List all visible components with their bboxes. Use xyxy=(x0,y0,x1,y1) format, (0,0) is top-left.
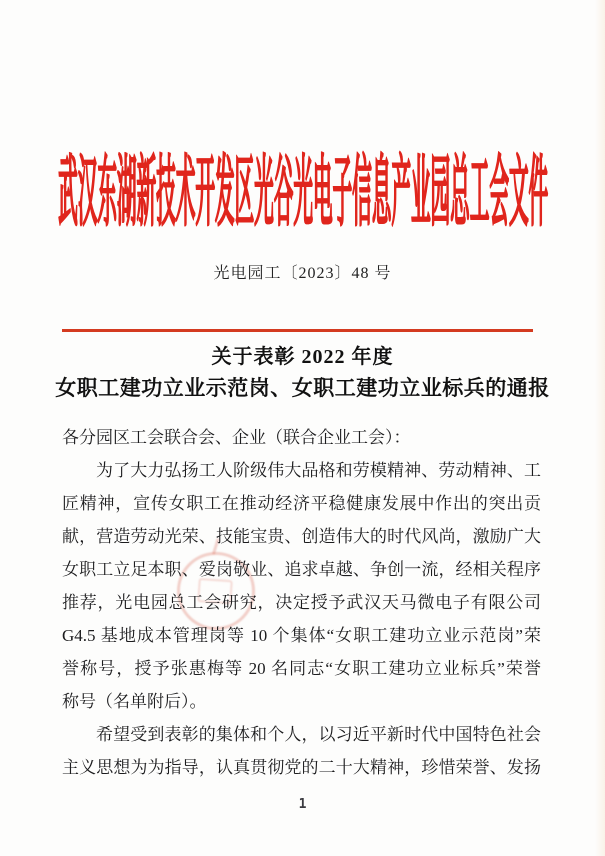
body-line: 女职工立足本职、爱岗敬业、追求卓越、争创一流，经相关程序 xyxy=(62,560,541,579)
document-title-line2: 女职工建功立业示范岗、女职工建功立业标兵的通报 xyxy=(55,376,550,400)
body-line: 匠精神，宣传女职工在推动经济平稳健康发展中作出的突出贡 xyxy=(62,494,541,513)
body-line: 推荐，光电园总工会研究，决定授予武汉天马微电子有限公司 xyxy=(62,593,541,612)
salutation-line: 各分园区工会联合会、企业（联合企业工会）： xyxy=(62,428,411,447)
body-line: G4.5 基地成本管理岗等 10 个集体“女职工建功立业示范岗”荣 xyxy=(62,626,541,645)
doc-number: 光电园工〔2023〕48 号 xyxy=(213,265,392,282)
red-divider-line xyxy=(62,329,533,332)
document-title-line1: 关于表彰 2022 年度 xyxy=(211,346,394,368)
page-number: 1 xyxy=(298,797,307,812)
body-line: 献，营造劳动光荣、技能宝贵、创造伟大的时代风尚，激励广大 xyxy=(62,527,541,546)
body-line: 称号（名单附后）。 xyxy=(62,692,207,711)
body-line: 主义思想为为指导，认真贯彻党的二十大精神，珍惜荣誉、发扬 xyxy=(62,758,541,777)
body-line: 希望受到表彰的集体和个人，以习近平新时代中国特色社会 xyxy=(96,725,541,744)
document-title xyxy=(0,342,605,404)
body-line: 为了大力弘扬工人阶级伟大品格和劳模精神、劳动精神、工 xyxy=(96,461,541,480)
letterhead-org-title: 武汉东湖新技术开发区光谷光电子信息产业园总工会文件 xyxy=(57,151,548,238)
body-line: 誉称号，授予张惠梅等 20 名同志“女职工建功立业标兵”荣誉 xyxy=(62,659,541,678)
red-letterhead xyxy=(0,143,605,238)
document-body xyxy=(62,421,541,784)
